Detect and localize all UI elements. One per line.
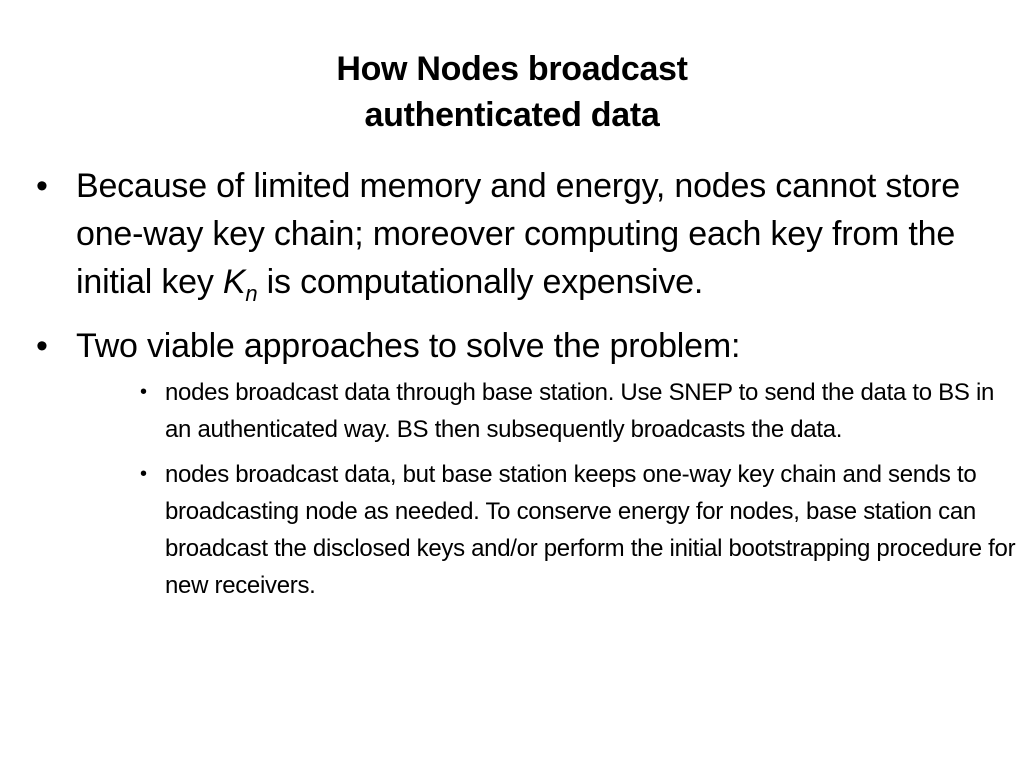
slide-title-line-2: authenticated data [364, 96, 660, 134]
slide-title [0, 46, 1024, 138]
bullet-text: Two viable approaches to solve the problem: [76, 326, 741, 365]
sub-bullet-text: nodes broadcast data through base station. Use SNEP to send the data to BS in an authenticated way. BS then subsequently broadcasts the data. [165, 378, 995, 443]
bullet-list [0, 162, 1024, 612]
bullet-item-memory-constraints [0, 162, 1024, 318]
sub-bullet-text: nodes broadcast data, but base station keeps one-way key chain and sends to broadcasting node as needed. To conserve energy for nodes, base station can broadcast the disclosed keys and/or perform the initial bootstrapping procedure for new receivers. [165, 460, 1016, 599]
key-symbol: K [222, 263, 246, 301]
sub-bullet-dot-icon: • [140, 462, 147, 485]
key-subscript: n [245, 280, 258, 306]
bullet-dot-icon: • [36, 167, 48, 205]
bullet-item-approaches [0, 322, 1024, 370]
bullet-text-end: is computationally expensive. [257, 263, 704, 301]
sub-bullet-dot-icon: • [140, 380, 147, 403]
bullet-text-start: Because of limited memory and energy, nodes cannot store one-way key chain; moreover computing each key from the initial key [76, 167, 960, 301]
bullet-dot-icon: • [36, 326, 48, 365]
slide-title-line-1: How Nodes broadcast [336, 50, 688, 88]
sub-bullet-item-snep [0, 374, 1024, 448]
sub-bullet-item-key-chain [0, 456, 1024, 604]
